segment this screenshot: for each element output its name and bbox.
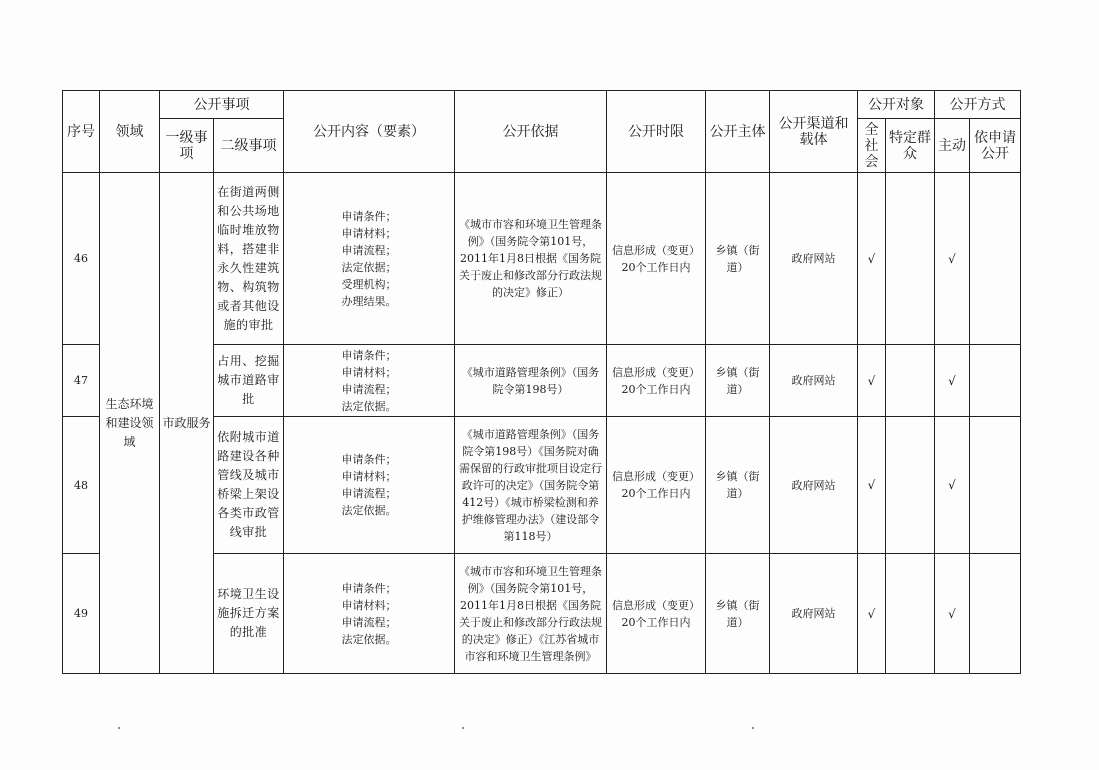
- all-society-check: √: [858, 345, 886, 417]
- basis-cell: 《城市市容和环境卫生管理条例》（国务院令第101号，2011年1月8日根据《国务院关于废止和修改部分行政法规的决定》修正）: [455, 173, 607, 345]
- active-check: √: [935, 417, 970, 554]
- content-cell: 申请条件； 申请材料； 申请流程； 法定依据； 受理机构； 办理结果。: [284, 173, 455, 345]
- content-cell: 申请条件； 申请材料； 申请流程； 法定依据。: [284, 417, 455, 554]
- active-check: √: [935, 345, 970, 417]
- specific-check: [886, 417, 935, 554]
- header-target-all: 全社会: [858, 119, 886, 173]
- level2-cell: 占用、挖掘城市道路审批: [214, 345, 284, 417]
- header-target: 公开对象: [858, 91, 935, 119]
- basis-cell: 《城市市容和环境卫生管理条例》（国务院令第101号，2011年1月8日根据《国务院关于废止和修改部分行政法规的决定》修正）《江苏省城市市容和环境卫生管理条例》: [455, 554, 607, 674]
- header-public-items: 公开事项: [160, 91, 284, 119]
- scan-speck: [118, 727, 120, 729]
- row-number: 47: [63, 345, 100, 417]
- header-subject: 公开主体: [706, 91, 770, 173]
- level1-cell: 市政服务: [160, 173, 214, 674]
- basis-cell: 《城市道路管理条例》（国务院令第198号）《国务院对确需保留的行政审批项目设定行政许可的决定》（国务院令第412号）《城市桥梁检测和养护维修管理办法》（建设部令第118号）: [455, 417, 607, 554]
- row-number: 48: [63, 417, 100, 554]
- level2-cell: 依附城市道路建设各种管线及城市桥梁上架设各类市政管线审批: [214, 417, 284, 554]
- specific-check: [886, 345, 935, 417]
- table-row: [63, 173, 1021, 345]
- header-channel: 公开渠道和载体: [770, 91, 858, 173]
- header-level1: 一级事项: [160, 119, 214, 173]
- subject-cell: 乡镇（街道）: [706, 554, 770, 674]
- subject-cell: 乡镇（街道）: [706, 173, 770, 345]
- header-level2: 二级事项: [214, 119, 284, 173]
- subject-cell: 乡镇（街道）: [706, 345, 770, 417]
- channel-cell: 政府网站: [770, 554, 858, 674]
- active-check: √: [935, 173, 970, 345]
- scan-speck: [752, 727, 754, 729]
- domain-cell: 生态环境和建设领域: [100, 173, 160, 674]
- content-cell: 申请条件； 申请材料； 申请流程； 法定依据。: [284, 554, 455, 674]
- basis-cell: 《城市道路管理条例》（国务院令第198号）: [455, 345, 607, 417]
- time-limit-cell: 信息形成（变更）20个工作日内: [607, 554, 706, 674]
- time-limit-cell: 信息形成（变更）20个工作日内: [607, 345, 706, 417]
- header-basis: 公开依据: [455, 91, 607, 173]
- header-method-apply: 依申请公开: [970, 119, 1021, 173]
- header-method-active: 主动: [935, 119, 970, 173]
- apply-check: [970, 417, 1021, 554]
- row-number: 49: [63, 554, 100, 674]
- time-limit-cell: 信息形成（变更）20个工作日内: [607, 173, 706, 345]
- level2-cell: 环境卫生设施拆迁方案的批准: [214, 554, 284, 674]
- channel-cell: 政府网站: [770, 345, 858, 417]
- all-society-check: √: [858, 554, 886, 674]
- active-check: √: [935, 554, 970, 674]
- all-society-check: √: [858, 173, 886, 345]
- header-domain: 领域: [100, 91, 160, 173]
- row-number: 46: [63, 173, 100, 345]
- channel-cell: 政府网站: [770, 417, 858, 554]
- content-cell: 申请条件； 申请材料； 申请流程； 法定依据。: [284, 345, 455, 417]
- apply-check: [970, 173, 1021, 345]
- header-target-specific: 特定群众: [886, 119, 935, 173]
- subject-cell: 乡镇（街道）: [706, 417, 770, 554]
- scan-speck: [462, 727, 464, 729]
- apply-check: [970, 345, 1021, 417]
- header-content: 公开内容（要素）: [284, 91, 455, 173]
- header-method: 公开方式: [935, 91, 1021, 119]
- disclosure-table: [62, 90, 1021, 674]
- level2-cell: 在街道两侧和公共场地临时堆放物料，搭建非永久性建筑物、构筑物或者其他设施的审批: [214, 173, 284, 345]
- specific-check: [886, 173, 935, 345]
- all-society-check: √: [858, 417, 886, 554]
- header-time-limit: 公开时限: [607, 91, 706, 173]
- channel-cell: 政府网站: [770, 173, 858, 345]
- specific-check: [886, 554, 935, 674]
- time-limit-cell: 信息形成（变更）20个工作日内: [607, 417, 706, 554]
- apply-check: [970, 554, 1021, 674]
- header-seq: 序号: [63, 91, 100, 173]
